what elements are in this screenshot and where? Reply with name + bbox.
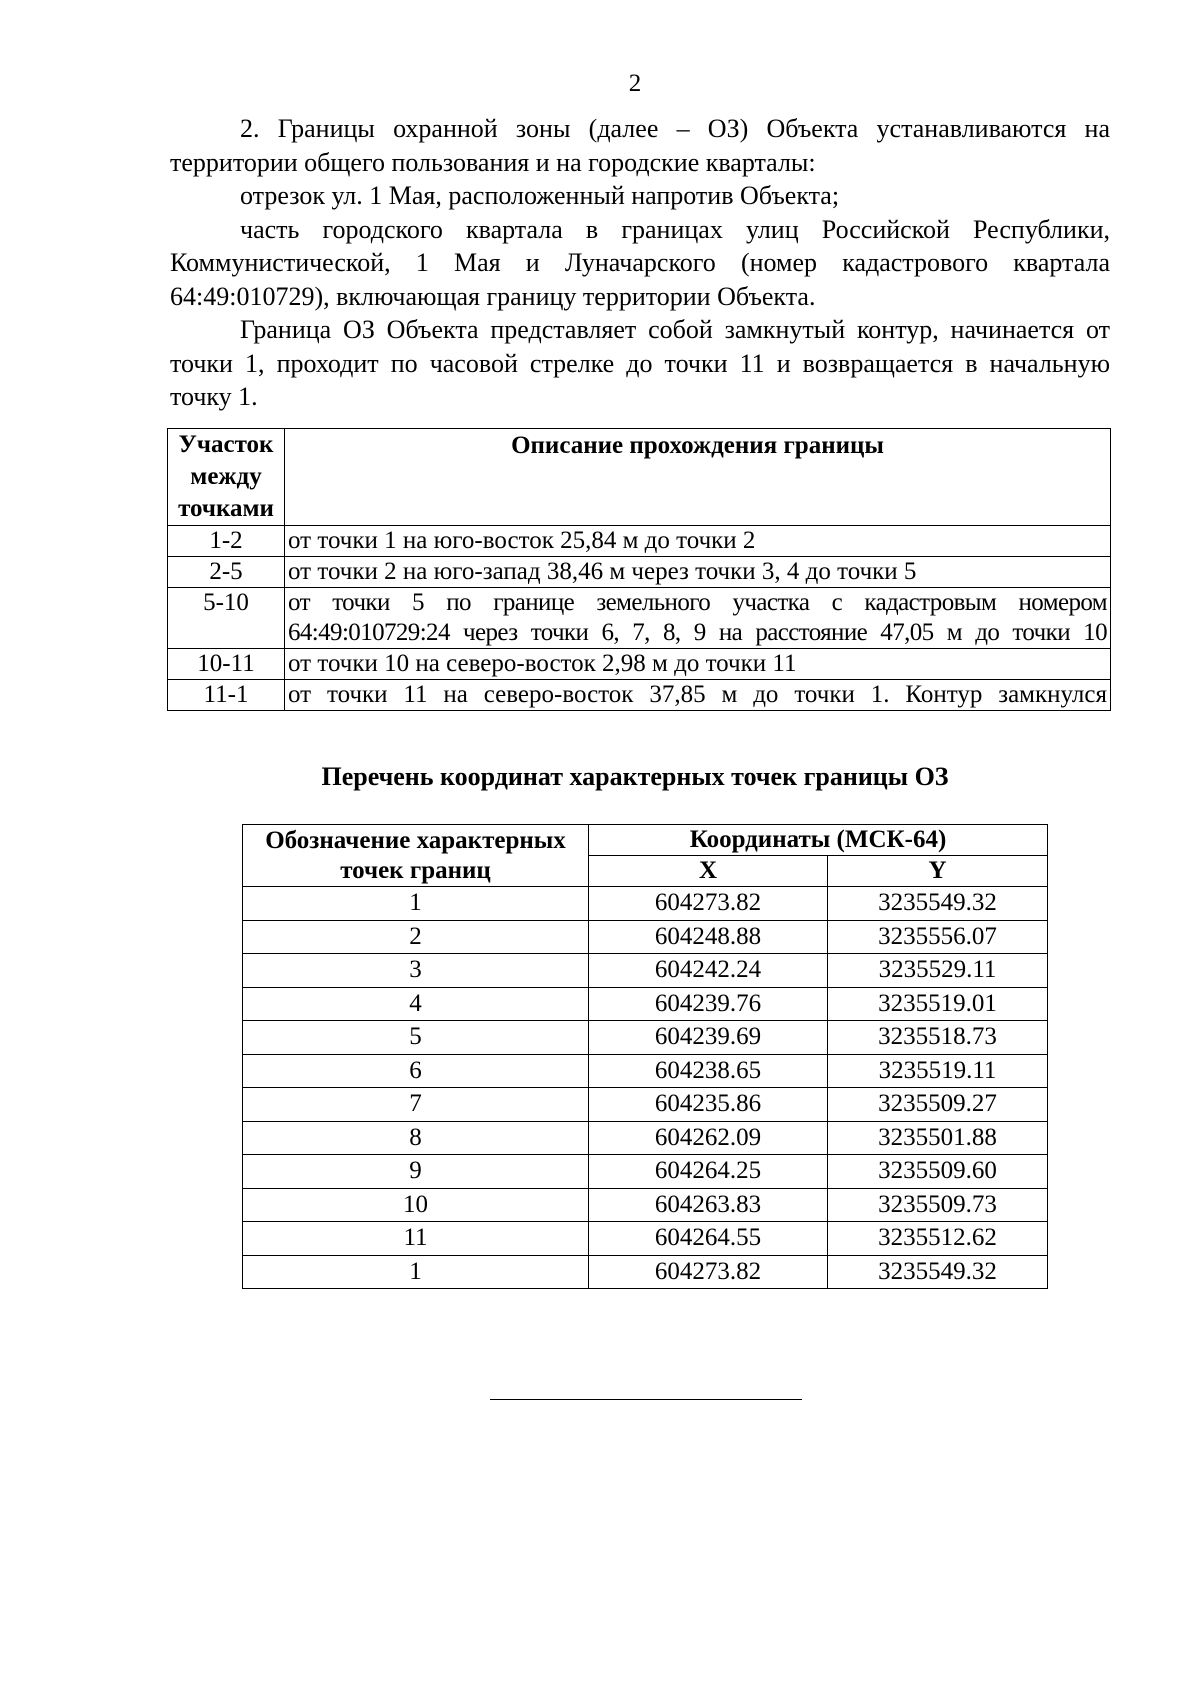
point-cell: 9 <box>243 1155 589 1189</box>
point-column-header: Обозначение характерных точек границ <box>243 825 589 887</box>
x-cell: 604273.82 <box>589 887 828 921</box>
point-cell: 8 <box>243 1121 589 1155</box>
y-cell: 3235549.32 <box>828 887 1048 921</box>
description-cell: от точки 11 на северо-восток 37,85 м до точки 1. Контур замкнулся <box>285 680 1111 711</box>
table-row <box>168 649 1111 680</box>
description-cell: от точки 5 по границе земельного участка с кадастровым номером 64:49:010729:24 через точки 6, 7, 8, 9 на расстояние 47,05 м до точки 10 <box>285 588 1111 649</box>
page-number: 2 <box>628 70 642 97</box>
table-row <box>243 1054 1048 1088</box>
y-cell: 3235556.07 <box>828 920 1048 954</box>
table-header-row <box>243 825 1048 856</box>
table-row <box>168 680 1111 711</box>
y-cell: 3235519.01 <box>828 987 1048 1021</box>
point-cell: 11 <box>243 1222 589 1256</box>
table-row <box>243 1155 1048 1189</box>
x-cell: 604238.65 <box>589 1054 828 1088</box>
table-row <box>243 920 1048 954</box>
table-row <box>243 1021 1048 1055</box>
point-cell: 1 <box>243 887 589 921</box>
table-row <box>168 557 1111 588</box>
description-cell: от точки 10 на северо-восток 2,98 м до точки 11 <box>285 649 1111 680</box>
point-cell: 10 <box>243 1188 589 1222</box>
x-cell: 604235.86 <box>589 1088 828 1122</box>
y-cell: 3235518.73 <box>828 1021 1048 1055</box>
x-cell: 604242.24 <box>589 954 828 988</box>
x-cell: 604264.25 <box>589 1155 828 1189</box>
table-row <box>168 526 1111 557</box>
paragraph-contour: Граница ОЗ Объекта представляет собой замкнутый контур, начинается от точки 1, проходит по часовой стрелке до точки 11 и возвращается в начальную точку 1. <box>170 315 1110 411</box>
point-cell: 7 <box>243 1088 589 1122</box>
table-row <box>168 588 1111 649</box>
segment-cell: 1-2 <box>168 526 285 557</box>
x-cell: 604239.76 <box>589 987 828 1021</box>
x-cell: 604263.83 <box>589 1188 828 1222</box>
table-row <box>243 1088 1048 1122</box>
table-header-row <box>168 429 1111 526</box>
point-cell: 5 <box>243 1021 589 1055</box>
point-cell: 4 <box>243 987 589 1021</box>
paragraph-boundaries: 2. Границы охранной зоны (далее – ОЗ) Объекта устанавливаются на территории общего пользования и на городские кварталы: <box>170 114 1110 177</box>
coordinates-table <box>242 824 1048 1289</box>
y-cell: 3235509.27 <box>828 1088 1048 1122</box>
segment-column-header: Участок между точками <box>168 429 285 526</box>
y-cell: 3235512.62 <box>828 1222 1048 1256</box>
y-cell: 3235549.32 <box>828 1255 1048 1289</box>
segment-cell: 10-11 <box>168 649 285 680</box>
x-cell: 604248.88 <box>589 920 828 954</box>
y-column-header: Y <box>828 856 1048 887</box>
segment-cell: 5-10 <box>168 588 285 649</box>
y-cell: 3235509.73 <box>828 1188 1048 1222</box>
table-row <box>243 1255 1048 1289</box>
table-row <box>243 954 1048 988</box>
body-text <box>170 112 1110 414</box>
coordinates-column-header: Координаты (МСК-64) <box>589 825 1048 856</box>
x-cell: 604262.09 <box>589 1121 828 1155</box>
x-cell: 604239.69 <box>589 1021 828 1055</box>
point-cell: 3 <box>243 954 589 988</box>
x-column-header: X <box>589 856 828 887</box>
x-cell: 604264.55 <box>589 1222 828 1256</box>
point-cell: 6 <box>243 1054 589 1088</box>
paragraph-street-segment: отрезок ул. 1 Мая, расположенный напротив Объекта; <box>240 181 840 210</box>
y-cell: 3235519.11 <box>828 1054 1048 1088</box>
table-row <box>243 1121 1048 1155</box>
y-cell: 3235509.60 <box>828 1155 1048 1189</box>
paragraph-city-block: часть городского квартала в границах улиц Российской Республики, Коммунистической, 1 Мая и Луначарского (номер кадастрового квартала 64:49:010729), включающая границу территории Объекта. <box>170 214 1110 311</box>
point-cell: 1 <box>243 1255 589 1289</box>
end-rule <box>490 1399 802 1400</box>
description-cell: от точки 1 на юго-восток 25,84 м до точки 2 <box>285 526 1111 557</box>
coordinates-title: Перечень координат характерных точек границы ОЗ <box>321 762 949 791</box>
table-row <box>243 1222 1048 1256</box>
point-cell: 2 <box>243 920 589 954</box>
y-cell: 3235529.11 <box>828 954 1048 988</box>
table-row <box>243 1188 1048 1222</box>
description-cell: от точки 2 на юго-запад 38,46 м через точки 3, 4 до точки 5 <box>285 557 1111 588</box>
table-row <box>243 987 1048 1021</box>
x-cell: 604273.82 <box>589 1255 828 1289</box>
boundary-segments-table <box>167 428 1111 711</box>
description-column-header: Описание прохождения границы <box>285 429 1111 526</box>
segment-cell: 2-5 <box>168 557 285 588</box>
table-row <box>243 887 1048 921</box>
y-cell: 3235501.88 <box>828 1121 1048 1155</box>
segment-cell: 11-1 <box>168 680 285 711</box>
